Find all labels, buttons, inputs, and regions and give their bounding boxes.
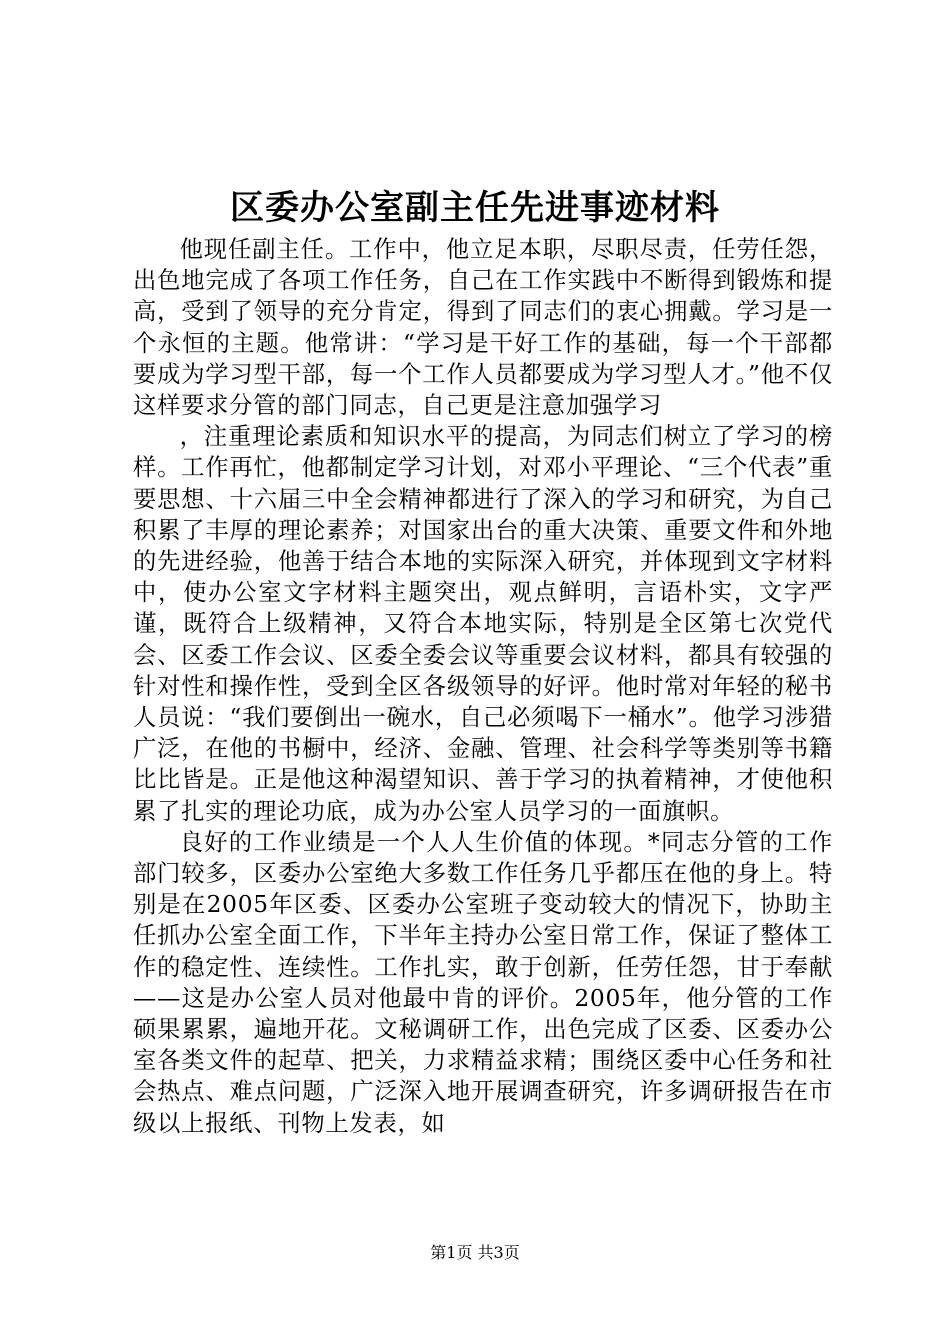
document-title: 区委办公室副主任先进事迹材料	[230, 188, 720, 228]
paragraph-3: 良好的工作业绩是一个人人生价值的体现。*同志分管的工作部门较多，区委办公室绝大多数工作任务几乎都压在他的身上。特别是在2005年区委、区委办公室班子变动较大的情况下，协助主任抓办公室全面工作，下半年主持办公室日常工作，保证了整体工作的稳定性、连续性。工作扎实，敢于创新，任劳任怨，甘于奉献——这是办公室人员对他最中肯的评价。2005年，他分管的工作硕果累累，遍地开花。文秘调研工作，出色完成了区委、区委办公室各类文件的起草、把关，力求精益求精；围绕区委中心任务和社会热点、难点问题，广泛深入地开展调查研究，许多调研报告在市级以上报纸、刊物上发表，如	[133, 828, 833, 1137]
document-body	[133, 234, 833, 1139]
paragraph-2: ，注重理论素质和知识水平的提高，为同志们树立了学习的榜样。工作再忙，他都制定学习计划，对邓小平理论、“三个代表”重要思想、十六届三中全会精神都进行了深入的学习和研究，为自己积累了丰厚的理论素养；对国家出台的重大决策、重要文件和外地的先进经验，他善于结合本地的实际深入研究，并体现到文字材料中，使办公室文字材料主题突出，观点鲜明，言语朴实，文字严谨，既符合上级精神，又符合本地实际，特别是全区第七次党代会、区委工作会议、区委全委会议等重要会议材料，都具有较强的针对性和操作性，受到全区各级领导的好评。他时常对年轻的秘书人员说：“我们要倒出一碗水，自己必须喝下一桶水”。他学习涉猎广泛，在他的书橱中，经济、金融、管理、社会科学等类别等书籍比比皆是。正是他这种渴望知识、善于学习的执着精神，才使他积累了扎实的理论功底，成为办公室人员学习的一面旗帜。	[133, 423, 833, 825]
paragraph-1: 他现任副主任。工作中，他立足本职，尽职尽责，任劳任怨，出色地完成了各项工作任务，自己在工作实践中不断得到锻炼和提高，受到了领导的充分肯定，得到了同志们的衷心拥戴。学习是一个永恒的主题。他常讲：“学习是干好工作的基础，每一个干部都要成为学习型干部，每一个工作人员都要成为学习型人才。”他不仅这样要求分管的部门同志，自己更是注意加强学习	[133, 236, 833, 420]
page-footer: 第1页 共3页	[430, 1243, 520, 1262]
